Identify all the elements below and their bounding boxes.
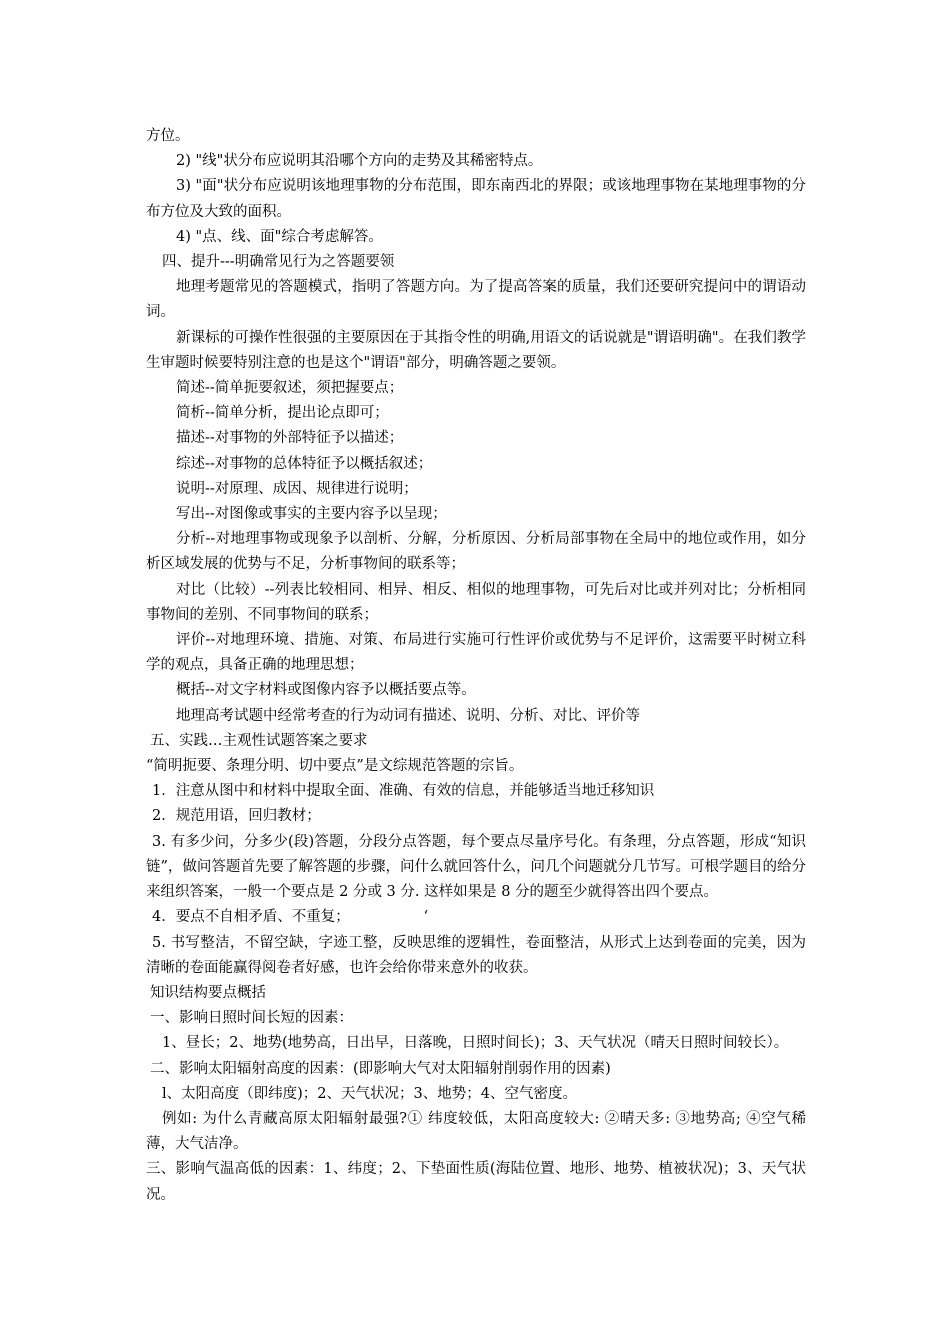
list-item: 分析--对地理事物或现象予以剖析、分解，分析原因、分析局部事物在全局中的地位或作用，如分析区域发展的优势与不足，分析事物间的联系等； <box>146 531 806 573</box>
paragraph: 例如: 为什么青藏高原太阳辐射最强?① 纬度较低，太阳高度较大: ②晴天多: ③地势高; ④空气稀薄，大气洁净。 <box>146 1110 806 1153</box>
list-item: 描述--对事物的外部特征予以描述； <box>176 430 404 447</box>
paragraph: 新课标的可操作性很强的主要原因在于其指令性的明确,用语文的话说就是"谓语明确"。在我们教学生审题时候要特别注意的也是这个"谓语"部分，明确答题之要领。 <box>146 329 806 371</box>
paragraph: 方位。 <box>146 128 190 144</box>
paragraph: 地理考题常见的答题模式，指明了答题方向。为了提高答案的质量，我们还要研究提问中的谓语动词。 <box>146 279 806 321</box>
paragraph: 三、影响气温高低的因素：1、纬度；2、下垫面性质(海陆位置、地形、地势、植被状况)；3、天气状况。 <box>146 1161 806 1203</box>
paragraph: 3) "面"状分布应说明该地理事物的分布范围，即东南西北的界限；或该地理事物在某地理事物的分布方位及大致的面积。 <box>146 178 806 220</box>
list-item: 简析--简单分析，提出论点即可； <box>176 405 389 422</box>
paragraph: 1、昼长；2、地势(地势高，日出早，日落晚，日照时间长)；3、天气状况（晴天日照时间较长）。 <box>162 1035 789 1052</box>
section-heading: 一、影响日照时间长短的因素： <box>150 1010 353 1027</box>
paragraph: 4) "点、线、面"综合考虑解答。 <box>176 228 383 245</box>
list-item: 概括--对文字材料或图像内容予以概括要点等。 <box>176 682 476 699</box>
section-heading: 二、影响太阳辐射高度的因素：(即影响大气对太阳辐射削弱作用的因素) <box>150 1060 611 1077</box>
list-item: 对比（比较）--列表比较相同、相异、相反、相似的地理事物，可先后对比或并列对比；分析相同事物间的差别、不同事物间的联系； <box>146 581 806 623</box>
paragraph: l、太阳高度（即纬度)；2、天气状况；3、地势；4、空气密度。 <box>162 1085 577 1102</box>
paragraph: “简明扼要、条理分明、切中要点”是文综规范答题的宗旨。 <box>146 758 524 775</box>
list-item: 5. 书写整洁，不留空缺，字迹工整，反映思维的逻辑性，卷面整洁，从形式上达到卷面的完美，因为清晰的卷面能赢得阅卷者好感，也许会给你带来意外的收获。 <box>146 934 806 976</box>
list-item: 写出--对图像或事实的主要内容予以呈现； <box>176 506 447 523</box>
document-body <box>146 124 806 1208</box>
paragraph: 地理高考试题中经常考查的行为动词有描述、说明、分析、对比、评价等 <box>176 707 640 724</box>
list-item: 说明--对原理、成因、规律进行说明； <box>176 480 418 497</box>
section-heading: 知识结构要点概括 <box>150 984 266 1001</box>
section-heading: 五、实践…主观性试题答案之要求 <box>150 732 368 749</box>
paragraph: 2) "线"状分布应说明其沿哪个方向的走势及其稀密特点。 <box>176 153 543 170</box>
section-heading: 四、提升---明确常见行为之答题要领 <box>162 254 395 271</box>
list-item: 综述--对事物的总体特征予以概括叙述； <box>176 455 433 472</box>
list-item: 简述--简单扼要叙述，须把握要点； <box>176 380 404 397</box>
list-item: 1．注意从图中和材料中提取全面、准确、有效的信息，并能够适当地迁移知识 <box>152 783 655 800</box>
list-item: 3. 有多少问，分多少(段)答题，分段分点答题，每个要点尽量序号化。有条理，分点答题，形成“知识链”，做问答题首先要了解答题的步骤，问什么就回答什么，问几个问题就分几节写。可根学题目的给分来组织答案，一般一个要点是 2 分或 3 分. 这样如果是 8 分的题至少就得答出四个要点。 <box>146 833 806 901</box>
list-item: 评价--对地理环境、措施、对策、布局进行实施可行性评价或优势与不足评价，这需要平时树立科学的观点，具备正确的地理思想； <box>146 632 806 674</box>
list-item: 4．要点不自相矛盾、不重复； ‘ <box>152 909 429 926</box>
list-item: 2．规范用语，回归教材； <box>152 808 321 825</box>
